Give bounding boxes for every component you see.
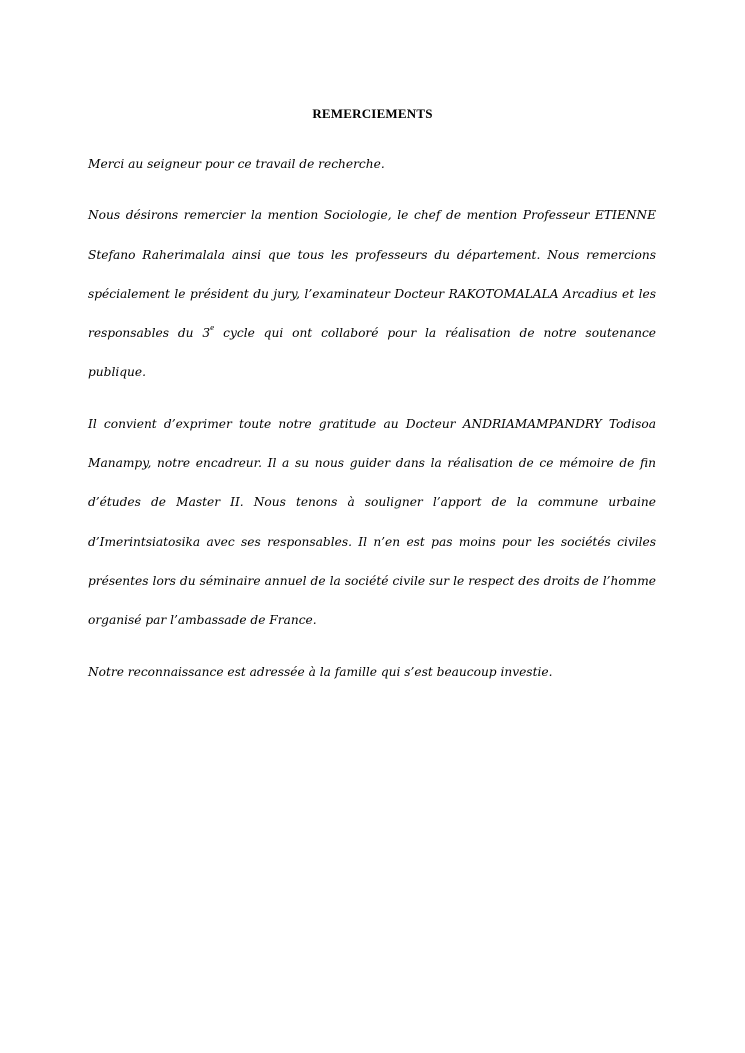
paragraph-thanks-department-part2: cycle qui ont collaboré pour la réalisation de notre soutenance publique.: [88, 326, 656, 380]
page-title: REMERCIEMENTS: [312, 106, 433, 121]
ordinal-superscript: e: [210, 324, 215, 333]
acknowledgements-body: [88, 145, 656, 704]
paragraph-thanks-department: [88, 196, 656, 392]
paragraph-thanks-family: Notre reconnaissance est adressée à la famille qui s’est beaucoup investie.: [88, 664, 553, 679]
paragraph-thanks-department-part1: Nous désirons remercier la mention Sociologie, le chef de mention Professeur ETIENNE Stefano Raherimalala ainsi que tous les professeurs du département. Nous remercions spécialement le président du jury, l’examinateur Docteur RAKOTOMALALA Arcadius et les responsables du 3: [88, 208, 656, 341]
paragraph-thanks-supervisor: Il convient d’exprimer toute notre gratitude au Docteur ANDRIAMAMPANDRY Todisoa Manampy, notre encadreur. Il a su nous guider dans la réalisation de ce mémoire de fin d’études de Master II. Nous tenons à souligner l’apport de la commune urbaine d’Imerintsiatosika avec ses responsables. Il n’en est pas moins pour les sociétés civiles présentes lors du séminaire annuel de la société civile sur le respect des droits de l’homme organisé par l’ambassade de France.: [88, 416, 656, 628]
paragraph-thanks-lord: Merci au seigneur pour ce travail de recherche.: [88, 157, 385, 171]
